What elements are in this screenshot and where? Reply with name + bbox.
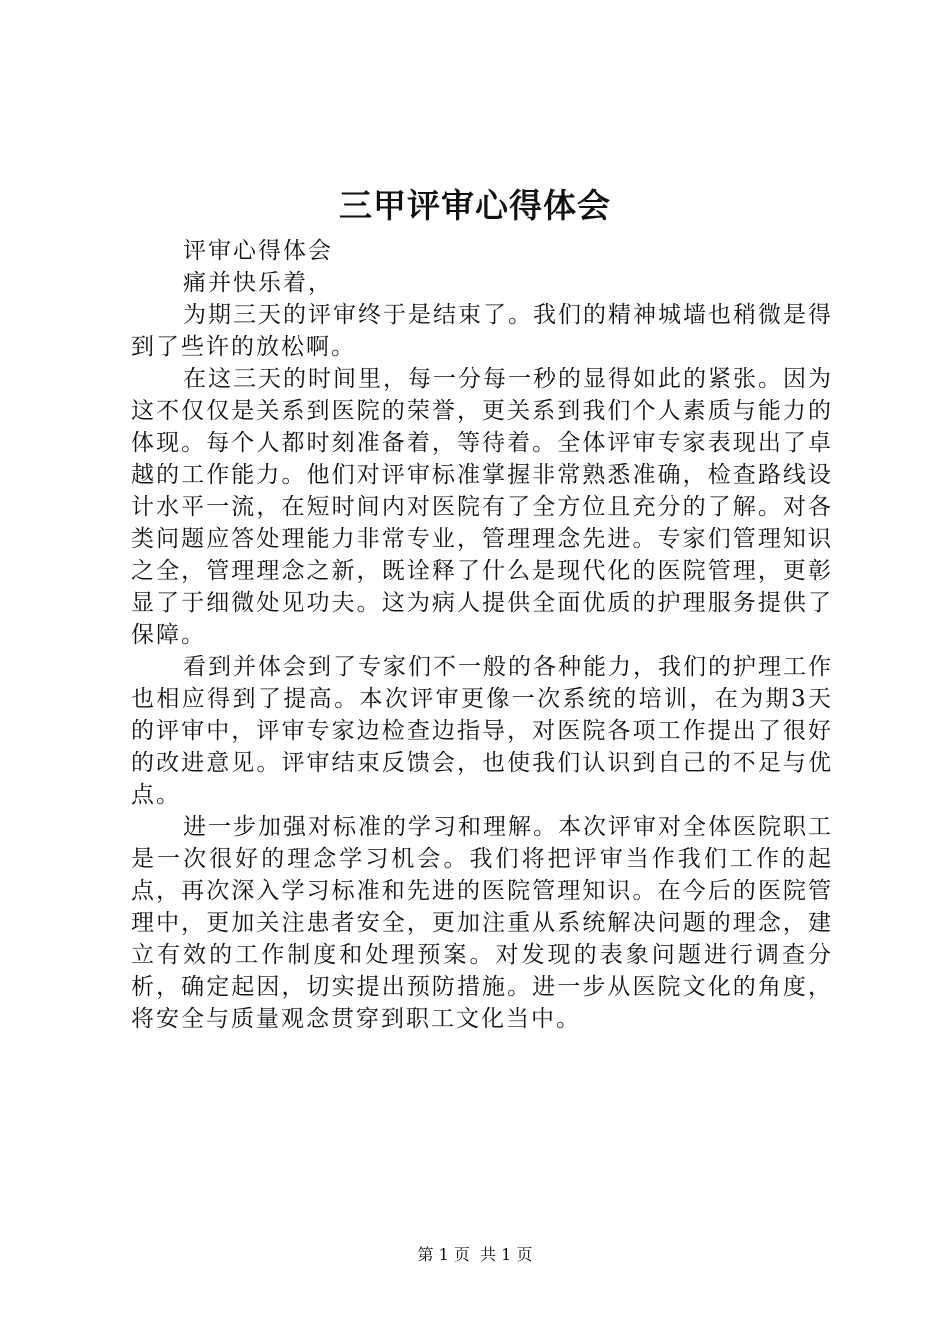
paragraph-heading: 评审心得体会 — [183, 238, 333, 264]
paragraph: 进一步加强对标准的学习和理解。本次评审对全体医院职工是一次很好的理念学习机会。我们将把评审当作我们工作的起点，再次深入学习标准和先进的医院管理知识。在今后的医院管理中，更加关注患者安全，更加注重从系统解决问题的理念，建立有效的工作制度和处理预案。对发现的表象问题进行调查分析，确定起因，切实提出预防措施。进一步从医院文化的角度，将安全与质量观念贯穿到职工文化当中。 — [131, 814, 833, 1032]
paragraph: 在这三天的时间里，每一分每一秒的显得如此的紧张。因为这不仅仅是关系到医院的荣誉，更关系到我们个人素质与能力的体现。每个人都时刻准备着，等待着。全体评审专家表现出了卓越的工作能力。他们对评审标准掌握非常熟悉准确，检查路线设计水平一流，在短时间内对医院有了全方位且充分的了解。对各类问题应答处理能力非常专业，管理理念先进。专家们管理知识之全，管理理念之新，既诠释了什么是现代化的医院管理，更彰显了于细微处见功夫。这为病人提供全面优质的护理服务提供了保障。 — [131, 366, 833, 648]
document-body — [131, 235, 833, 1035]
paragraph-subtitle: 痛并快乐着， — [183, 270, 333, 296]
page-number: 第 1 页 共 1 页 — [417, 1245, 533, 1264]
paragraph: 为期三天的评审终于是结束了。我们的精神城墙也稍微是得到了些许的放松啊。 — [131, 302, 833, 360]
document-title: 三甲评审心得体会 — [339, 186, 611, 225]
paragraph: 看到并体会到了专家们不一般的各种能力，我们的护理工作也相应得到了提高。本次评审更像一次系统的培训，在为期3天的评审中，评审专家边检查边指导，对医院各项工作提出了很好的改进意见。评审结束反馈会，也使我们认识到自己的不足与优点。 — [131, 654, 833, 808]
page-footer — [0, 1244, 950, 1266]
